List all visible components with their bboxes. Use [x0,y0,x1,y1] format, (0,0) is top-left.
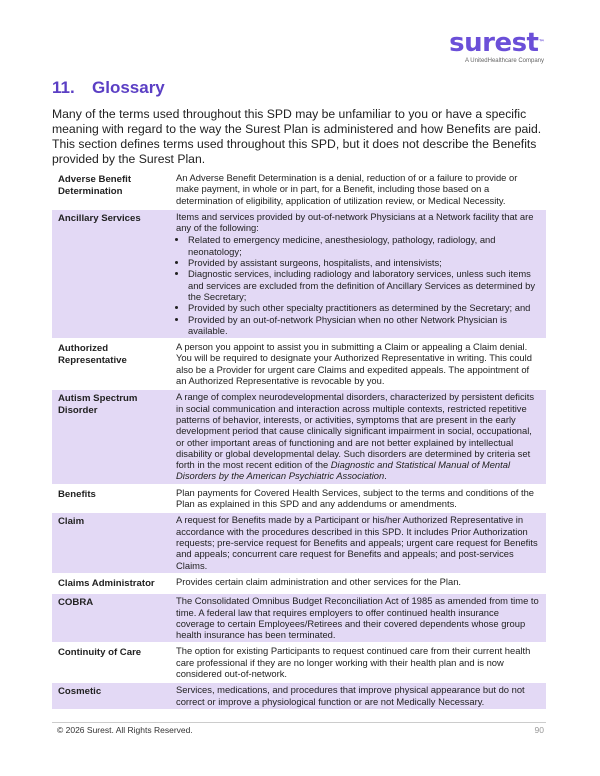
definition-text: A range of complex neurodevelopmental disorders, characterized by persistent deficits in social communication and interaction across multiple contexts, restricted repetitive patterns of behavior, interests, or activities, symptoms that are present in the early development period that cause clinically significant impairment in social, occupational, or other important areas of functioning and are not better explained by intellectual disability or global developmental delay. Such disorders are determined by criteria set forth in the most recent edition of the [176,391,535,471]
glossary-row [52,644,546,681]
section-title: Glossary [92,78,165,97]
surest-logo [449,30,544,64]
list-item: • Provided by such other specialty practitioners as determined by the Secretary; and [188,302,540,313]
glossary-definition: An Adverse Benefit Determination is a denial, reduction of or a failure to provide or make payment, in whole or in part, for a Benefit, including those based on a determination of eligibility, application of utilization review, or Medical Necessity. [176,172,518,206]
list-item: • Provided by an out-of-network Physician when no other Network Physician is available. [188,314,540,337]
definition-text: Items and services provided by out-of-network Physicians at a Network facility that are any of the following: [176,210,534,234]
section-number: 11. [52,78,75,97]
glossary-definition: Services, medications, and procedures that improve physical appearance but do not correct or improve a physiological function or are not Medically Necessary. [170,683,546,709]
glossary-definition: A request for Benefits made by a Participant or his/her Authorized Representative in accordance with the procedures described in this SPD. It includes Prior Authorization requests; pre-service request for Benefits and appeals; urgent care request for Benefits and appeals; concurrent care request for Benefits and appeals; and post-services Claims. [170,513,546,572]
glossary-term: Autism Spectrum Disorder [52,390,170,483]
glossary-row [52,594,546,642]
glossary-row [52,513,546,572]
definition-citation: Diagnostic and Statistical Manual of Mental Disorders by the American Psychiatric Association [176,459,511,482]
footer-divider [52,722,546,723]
intro-paragraph: Many of the terms used throughout this SPD may be unfamiliar to you or have a specific meaning with regard to the way the Surest Plan is administered and how Benefits are paid. This section defines terms used throughout this SPD, but it does not describe the Benefits provided by the Surest Plan. [52,107,542,166]
list-item: • Related to emergency medicine, anesthesiology, pathology, radiology, and neonatology; [188,234,540,257]
glossary-definition [170,390,546,483]
glossary-term: COBRA [52,594,170,642]
glossary-term: Cosmetic [52,683,170,709]
glossary-definition: Provides certain claim administration and other services for the Plan. [176,575,462,587]
glossary-term: Continuity of Care [58,647,142,659]
page-number: 90 [534,725,544,735]
glossary-row [52,575,546,593]
glossary-definition: Plan payments for Covered Health Services, subject to the terms and conditions of the Plan as explained in this SPD and any addendums or amendments. [176,486,534,510]
glossary-term: Ancillary Services [52,210,170,338]
glossary-table [52,171,546,711]
glossary-term: Benefits [58,488,96,500]
list-item: • Provided by assistant surgeons, hospitalists, and intensivists; [188,257,540,268]
footer-copyright: © 2026 Surest. All Rights Reserved. [57,725,193,735]
glossary-row [52,486,546,512]
glossary-definition: The option for existing Participants to request continued care from their current health care professional if they are no longer working with their health plan and is now considered out-of-network. [176,645,531,680]
glossary-row [52,340,546,388]
glossary-definition: A person you appoint to assist you in submitting a Claim or appealing a Claim denial. You will be required to designate your Authorized Representative in writing. This could also be a Provider for urgent care Claims and expedited appeals. The appointment of an Authorized Representative is revocable by you. [176,341,532,387]
logo-subtitle: A UnitedHealthcare Company [464,58,544,64]
list-item: • Diagnostic services, including radiology and laboratory services, unless such items and services are excluded from the definition of Ancillary Services as determined by the Secretary; [188,268,540,302]
glossary-row [52,210,546,338]
section-heading [52,78,165,98]
glossary-row [52,390,546,483]
logo-wordmark: surest [449,28,539,58]
logo-trademark: ™ [538,39,544,46]
glossary-term: Claims Administrator [58,577,155,589]
glossary-term: Adverse Benefit Determination [58,174,132,197]
glossary-term: Authorized Representative [58,343,127,366]
glossary-term: Claim [52,513,170,572]
glossary-row [52,171,546,208]
definition-text-end: . [384,470,387,482]
definition-bullet-list [176,234,540,336]
glossary-definition: The Consolidated Omnibus Budget Reconciliation Act of 1985 as amended from time to time. A federal law that requires employers to offer continued health insurance coverage to certain Employees/Retirees and their covered dependents whose group health insurance has been terminated. [170,594,546,642]
glossary-row [52,683,546,709]
glossary-definition [170,210,546,338]
